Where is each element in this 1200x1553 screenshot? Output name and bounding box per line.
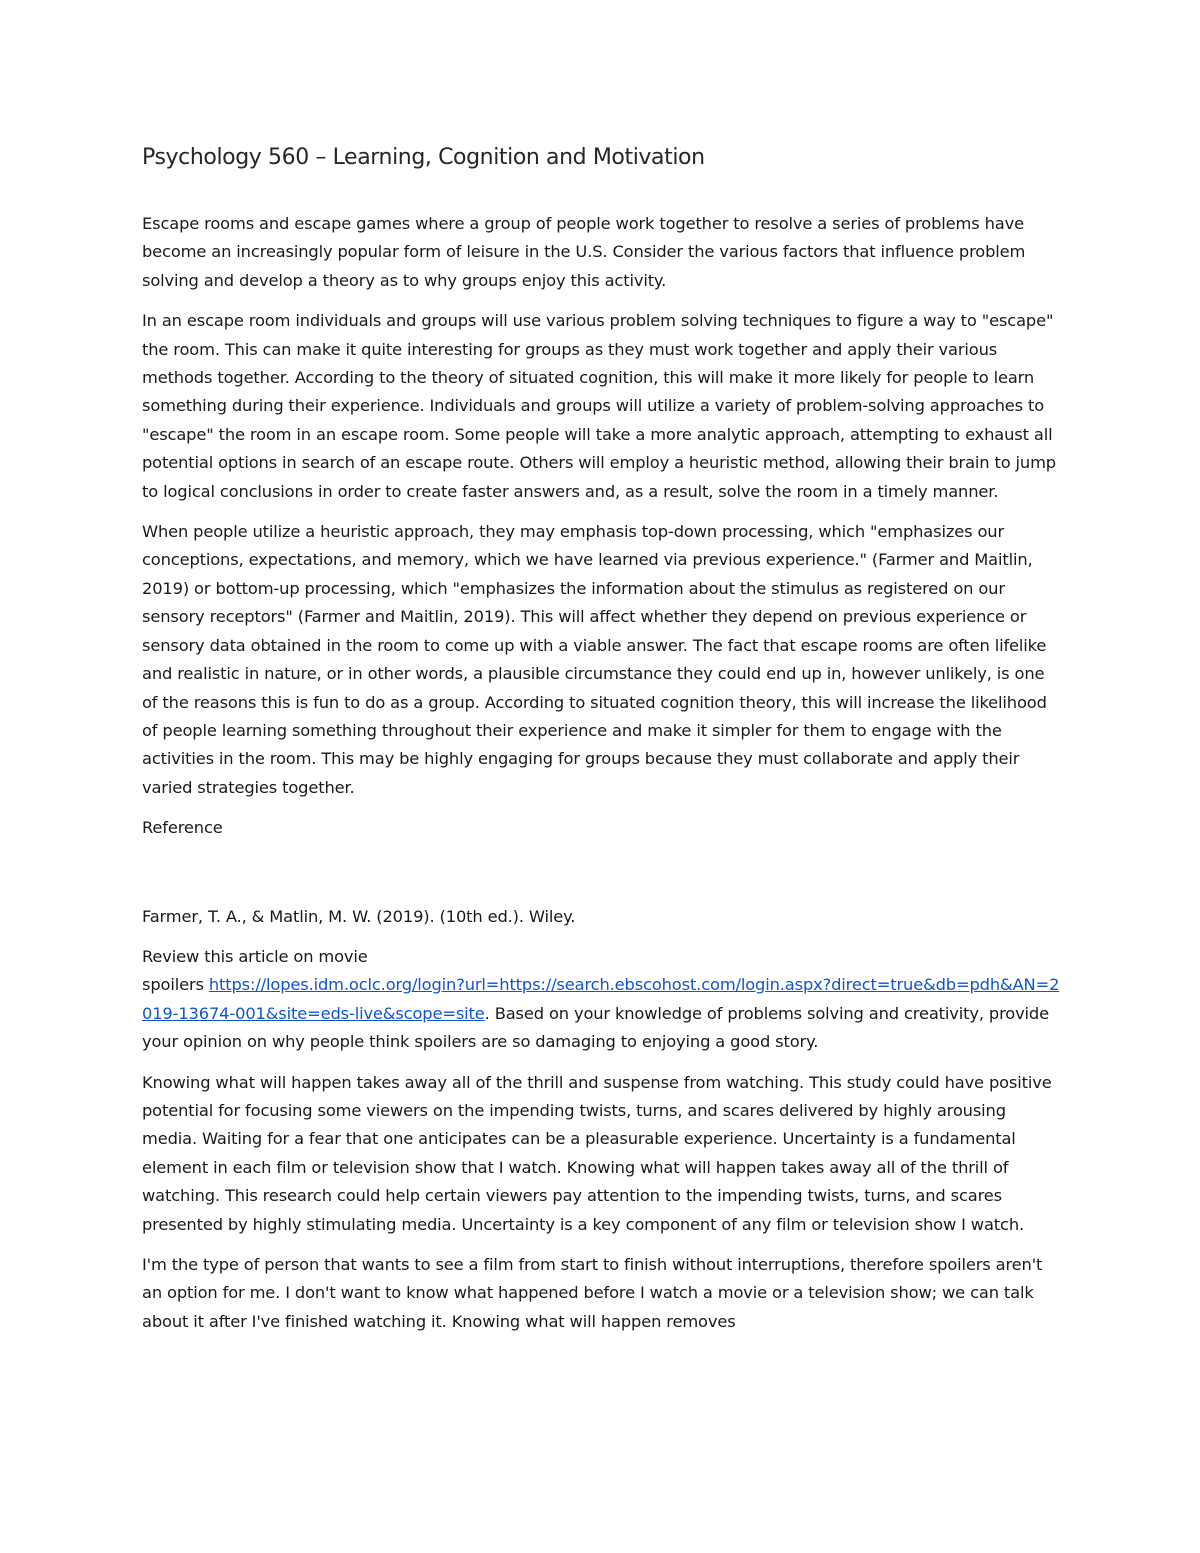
- reference-heading: Reference: [142, 818, 223, 838]
- answer-spoilers-paragraph-2: I'm the type of person that wants to see a film from start to finish without interruptions, therefore spoilers aren't an option for me. I don't want to know what happened before I watch a movie or a television show; we can talk about it after I've finished watching it. Knowing what will happen removes: [142, 1255, 1043, 1331]
- prompt-spoilers-line1: Review this article on movie: [142, 946, 368, 966]
- article-link[interactable]: https://lopes.idm.oclc.org/login?url=https://search.ebscohost.com/login.aspx?direct=true&db=pdh&AN=2019-13674-001&site=eds-live&scope=site: [142, 975, 1060, 1023]
- prompt-spoilers-post-link: . Based on your knowledge of problems solving and creativity, provide your opinion on why people think spoilers are so damaging to enjoying a good story.: [142, 1003, 1049, 1052]
- answer-escape-rooms-paragraph-2: When people utilize a heuristic approach, they may emphasis top-down processing, which "emphasizes our conceptions, expectations, and memory, which we have learned via previous experience." (Farmer and Maitlin, 2019) or bottom-up processing, which "emphasizes the information about the stimulus as registered on our sensory receptors" (Farmer and Maitlin, 2019). This will affect whether they depend on previous experience or sensory data obtained in the room to come up with a viable answer. The fact that escape rooms are often lifelike and realistic in nature, or in other words, a plausible circumstance they could end up in, however unlikely, is one of the reasons this is fun to do as a group. According to situated cognition theory, this will increase the likelihood of people learning something throughout their experience and make it simpler for them to engage with the activities in the room. This may be highly engaging for groups because they must collaborate and apply their varied strategies together.: [142, 522, 1047, 797]
- document-title: Psychology 560 – Learning, Cognition and Motivation: [142, 145, 705, 170]
- answer-escape-rooms-paragraph-1: In an escape room individuals and groups will use various problem solving techniques to figure a way to "escape" the room. This can make it quite interesting for groups as they must work together and apply their various methods together. According to the theory of situated cognition, this will make it more likely for people to learn something during their experience. Individuals and groups will utilize a variety of problem-solving approaches to "escape" the room in an escape room. Some people will take a more analytic approach, attempting to exhaust all potential options in search of an escape route. Others will employ a heuristic method, allowing their brain to jump to logical conclusions in order to create faster answers and, as a result, solve the room in a timely manner.: [142, 311, 1056, 501]
- prompt-spoilers: [142, 943, 1060, 1057]
- answer-spoilers-paragraph-1: Knowing what will happen takes away all of the thrill and suspense from watching. This study could have positive potential for focusing some viewers on the impending twists, turns, and scares delivered by highly arousing media. Waiting for a fear that one anticipates can be a pleasurable experience. Uncertainty is a fundamental element in each film or television show that I watch. Knowing what will happen takes away all of the thrill of watching. This research could help certain viewers pay attention to the impending twists, turns, and scares presented by highly stimulating media. Uncertainty is a key component of any film or television show I watch.: [142, 1072, 1052, 1234]
- prompt-escape-rooms: Escape rooms and escape games where a group of people work together to resolve a series of problems have become an increasingly popular form of leisure in the U.S. Consider the various factors that influence problem solving and develop a theory as to why groups enjoy this activity.: [142, 214, 1026, 290]
- prompt-spoilers-pre-link: spoilers: [142, 975, 209, 995]
- reference-entry: Farmer, T. A., & Matlin, M. W. (2019). (10th ed.). Wiley.: [142, 906, 576, 926]
